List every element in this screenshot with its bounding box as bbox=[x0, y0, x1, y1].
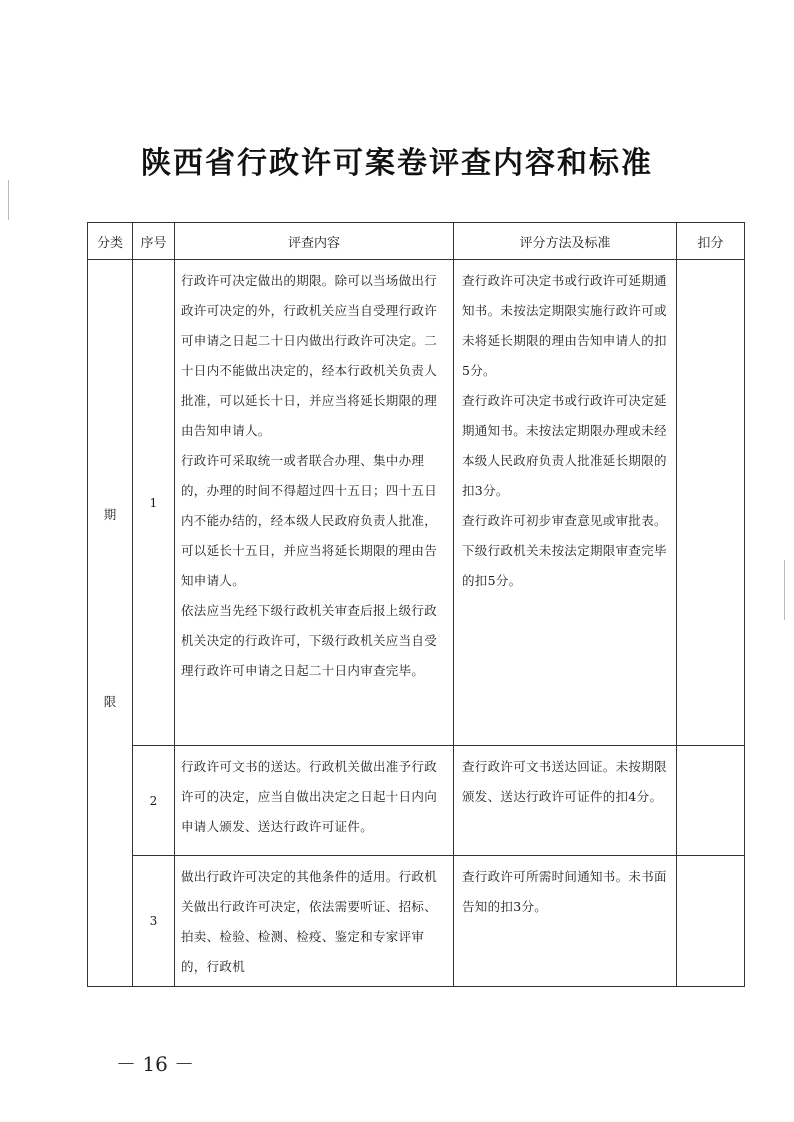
scoring-paragraph: 查行政许可文书送达回证。未按期限颁发、送达行政许可证件的扣4分。 bbox=[462, 759, 667, 804]
page-number: － 16 － bbox=[116, 1052, 195, 1076]
content-paragraph: 行政许可采取统一或者联合办理、集中办理的，办理的时间不得超过四十五日；四十五日内不能办结的，经本级人民政府负责人批准，可以延长十五日，并应当将延长期限的理由告知申请人。 bbox=[181, 453, 438, 588]
category-cell bbox=[88, 260, 133, 987]
table-header-row bbox=[88, 223, 745, 260]
category-label-bottom: 限 bbox=[103, 694, 117, 709]
page-title: 陕西省行政许可案卷评查内容和标准 bbox=[141, 146, 653, 181]
content-paragraph: 行政许可文书的送达。行政机关做出准予行政许可的决定，应当自做出决定之日起十日内向申请人颁发、送达行政许可证件。 bbox=[181, 759, 438, 834]
header-category: 分类 bbox=[88, 223, 133, 260]
scoring-paragraph: 查行政许可决定书或行政许可延期通知书。未按法定期限实施行政许可或未将延长期限的理由告知申请人的扣5分。 bbox=[462, 273, 667, 378]
deduction-cell bbox=[677, 260, 745, 746]
scoring-paragraph: 查行政许可所需时间通知书。未书面告知的扣3分。 bbox=[462, 869, 667, 914]
scoring-paragraph: 查行政许可决定书或行政许可决定延期通知书。未按法定期限办理或未经本级人民政府负责人批准延长期限的扣3分。 bbox=[462, 393, 667, 498]
scoring-paragraph: 查行政许可初步审查意见或审批表。下级行政机关未按法定期限审查完毕的扣5分。 bbox=[462, 513, 667, 588]
scoring-cell bbox=[454, 746, 677, 856]
scoring-cell bbox=[454, 260, 677, 746]
content-cell bbox=[175, 856, 454, 987]
header-scoring: 评分方法及标准 bbox=[454, 223, 677, 260]
content-paragraph: 行政许可决定做出的期限。除可以当场做出行政许可决定的外，行政机关应当自受理行政许可申请之日起二十日内做出行政许可决定。二十日内不能做出决定的，经本行政机关负责人批准，可以延长十日，并应当将延长期限的理由告知申请人。 bbox=[181, 273, 438, 438]
right-margin-mark bbox=[784, 560, 785, 620]
content-paragraph: 做出行政许可决定的其他条件的适用。行政机关做出行政许可决定，依法需要听证、招标、拍卖、检验、检测、检疫、鉴定和专家评审的，行政机 bbox=[181, 869, 438, 974]
table-row bbox=[88, 856, 745, 987]
deduction-cell bbox=[677, 746, 745, 856]
left-margin-mark bbox=[8, 180, 9, 220]
row-number: 2 bbox=[133, 746, 175, 856]
header-deduction: 扣分 bbox=[677, 223, 745, 260]
row-number: 1 bbox=[133, 260, 175, 746]
content-paragraph: 依法应当先经下级行政机关审查后报上级行政机关决定的行政许可，下级行政机关应当自受理行政许可申请之日起二十日内审查完毕。 bbox=[181, 603, 438, 678]
evaluation-table bbox=[87, 222, 745, 987]
content-cell bbox=[175, 260, 454, 746]
scoring-cell bbox=[454, 856, 677, 987]
deduction-cell bbox=[677, 856, 745, 987]
content-cell bbox=[175, 746, 454, 856]
category-label-top: 期 bbox=[103, 507, 117, 522]
table-row bbox=[88, 260, 745, 746]
table-row bbox=[88, 746, 745, 856]
header-content: 评查内容 bbox=[175, 223, 454, 260]
header-number: 序号 bbox=[133, 223, 175, 260]
row-number: 3 bbox=[133, 856, 175, 987]
